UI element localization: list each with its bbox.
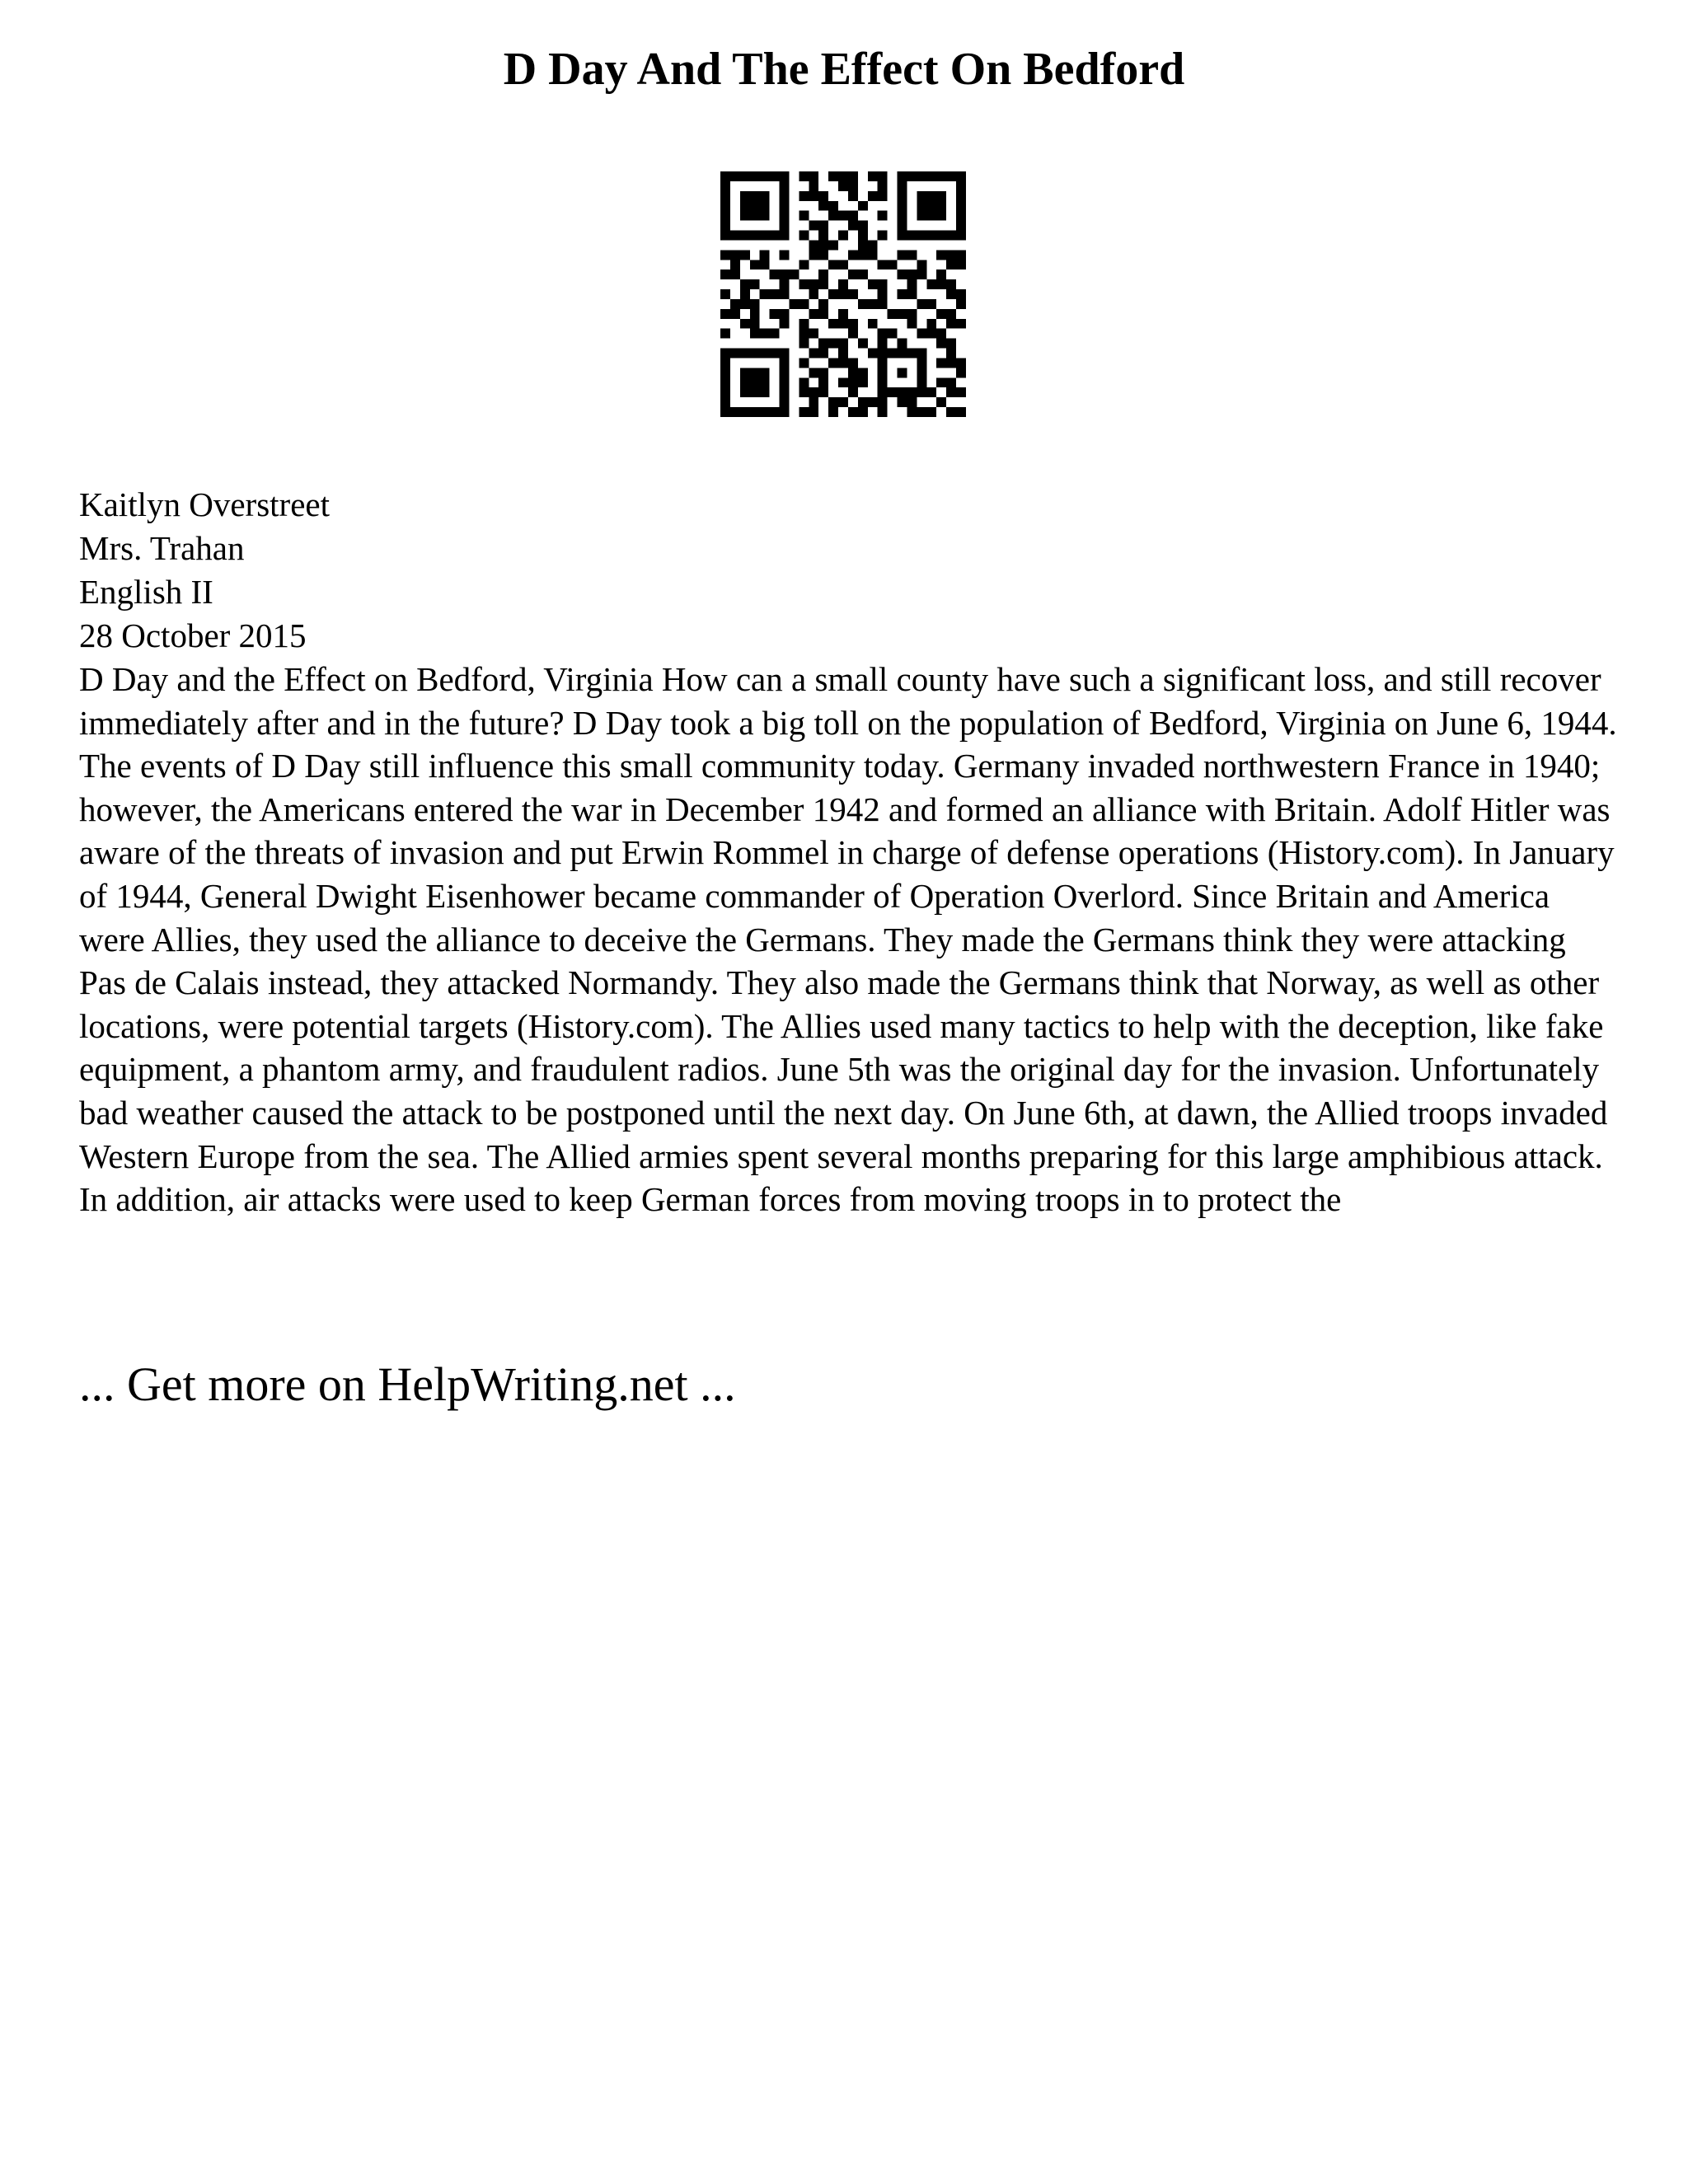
essay-body: D Day and the Effect on Bedford, Virginia How can a small county have such a significant loss, and still recover immediately after and in the future? D Day took a big toll on the population of Bedford, Virginia on June 6, 1944. The events of D Day still influence this small community today. Germany invaded northwestern France in 1940; however, the Americans entered the war in December 1942 and formed an alliance with Britain. Adolf Hitler was aware of the threats of invasion and put Erwin Rommel in charge of defense operations (History.com). In January of 1944, General Dwight Eisenhower became commander of Operation Overlord. Since Britain and America were Allies, they used the alliance to deceive the Germans. They made the Germans think they were attacking Pas de Calais instead, they attacked Normandy. They also made the Germans think that Norway, as well as other locations, were potential targets (History.com). The Allies used many tactics to help with the deception, like fake equipment, a phantom army, and fraudulent radios. June 5th was the original day for the invasion. Unfortunately bad weather caused the attack to be postponed until the next day. On June 6th, at dawn, the Allied troops invaded Western Europe from the sea. The Allied armies spent several months preparing for this large amphibious attack. In addition, air attacks were used to keep German forces from moving troops in to protect the [79, 660, 1617, 1219]
course-name: English II [79, 573, 213, 611]
essay-date: 28 October 2015 [79, 616, 307, 654]
essay-header [79, 483, 1629, 658]
get-more-link[interactable]: ... Get more on HelpWriting.net ... [79, 1357, 736, 1411]
qr-code-icon [720, 171, 966, 417]
document-title: D Day And The Effect On Bedford [503, 44, 1185, 95]
author-name: Kaitlyn Overstreet [79, 485, 330, 523]
teacher-name: Mrs. Trahan [79, 529, 245, 567]
